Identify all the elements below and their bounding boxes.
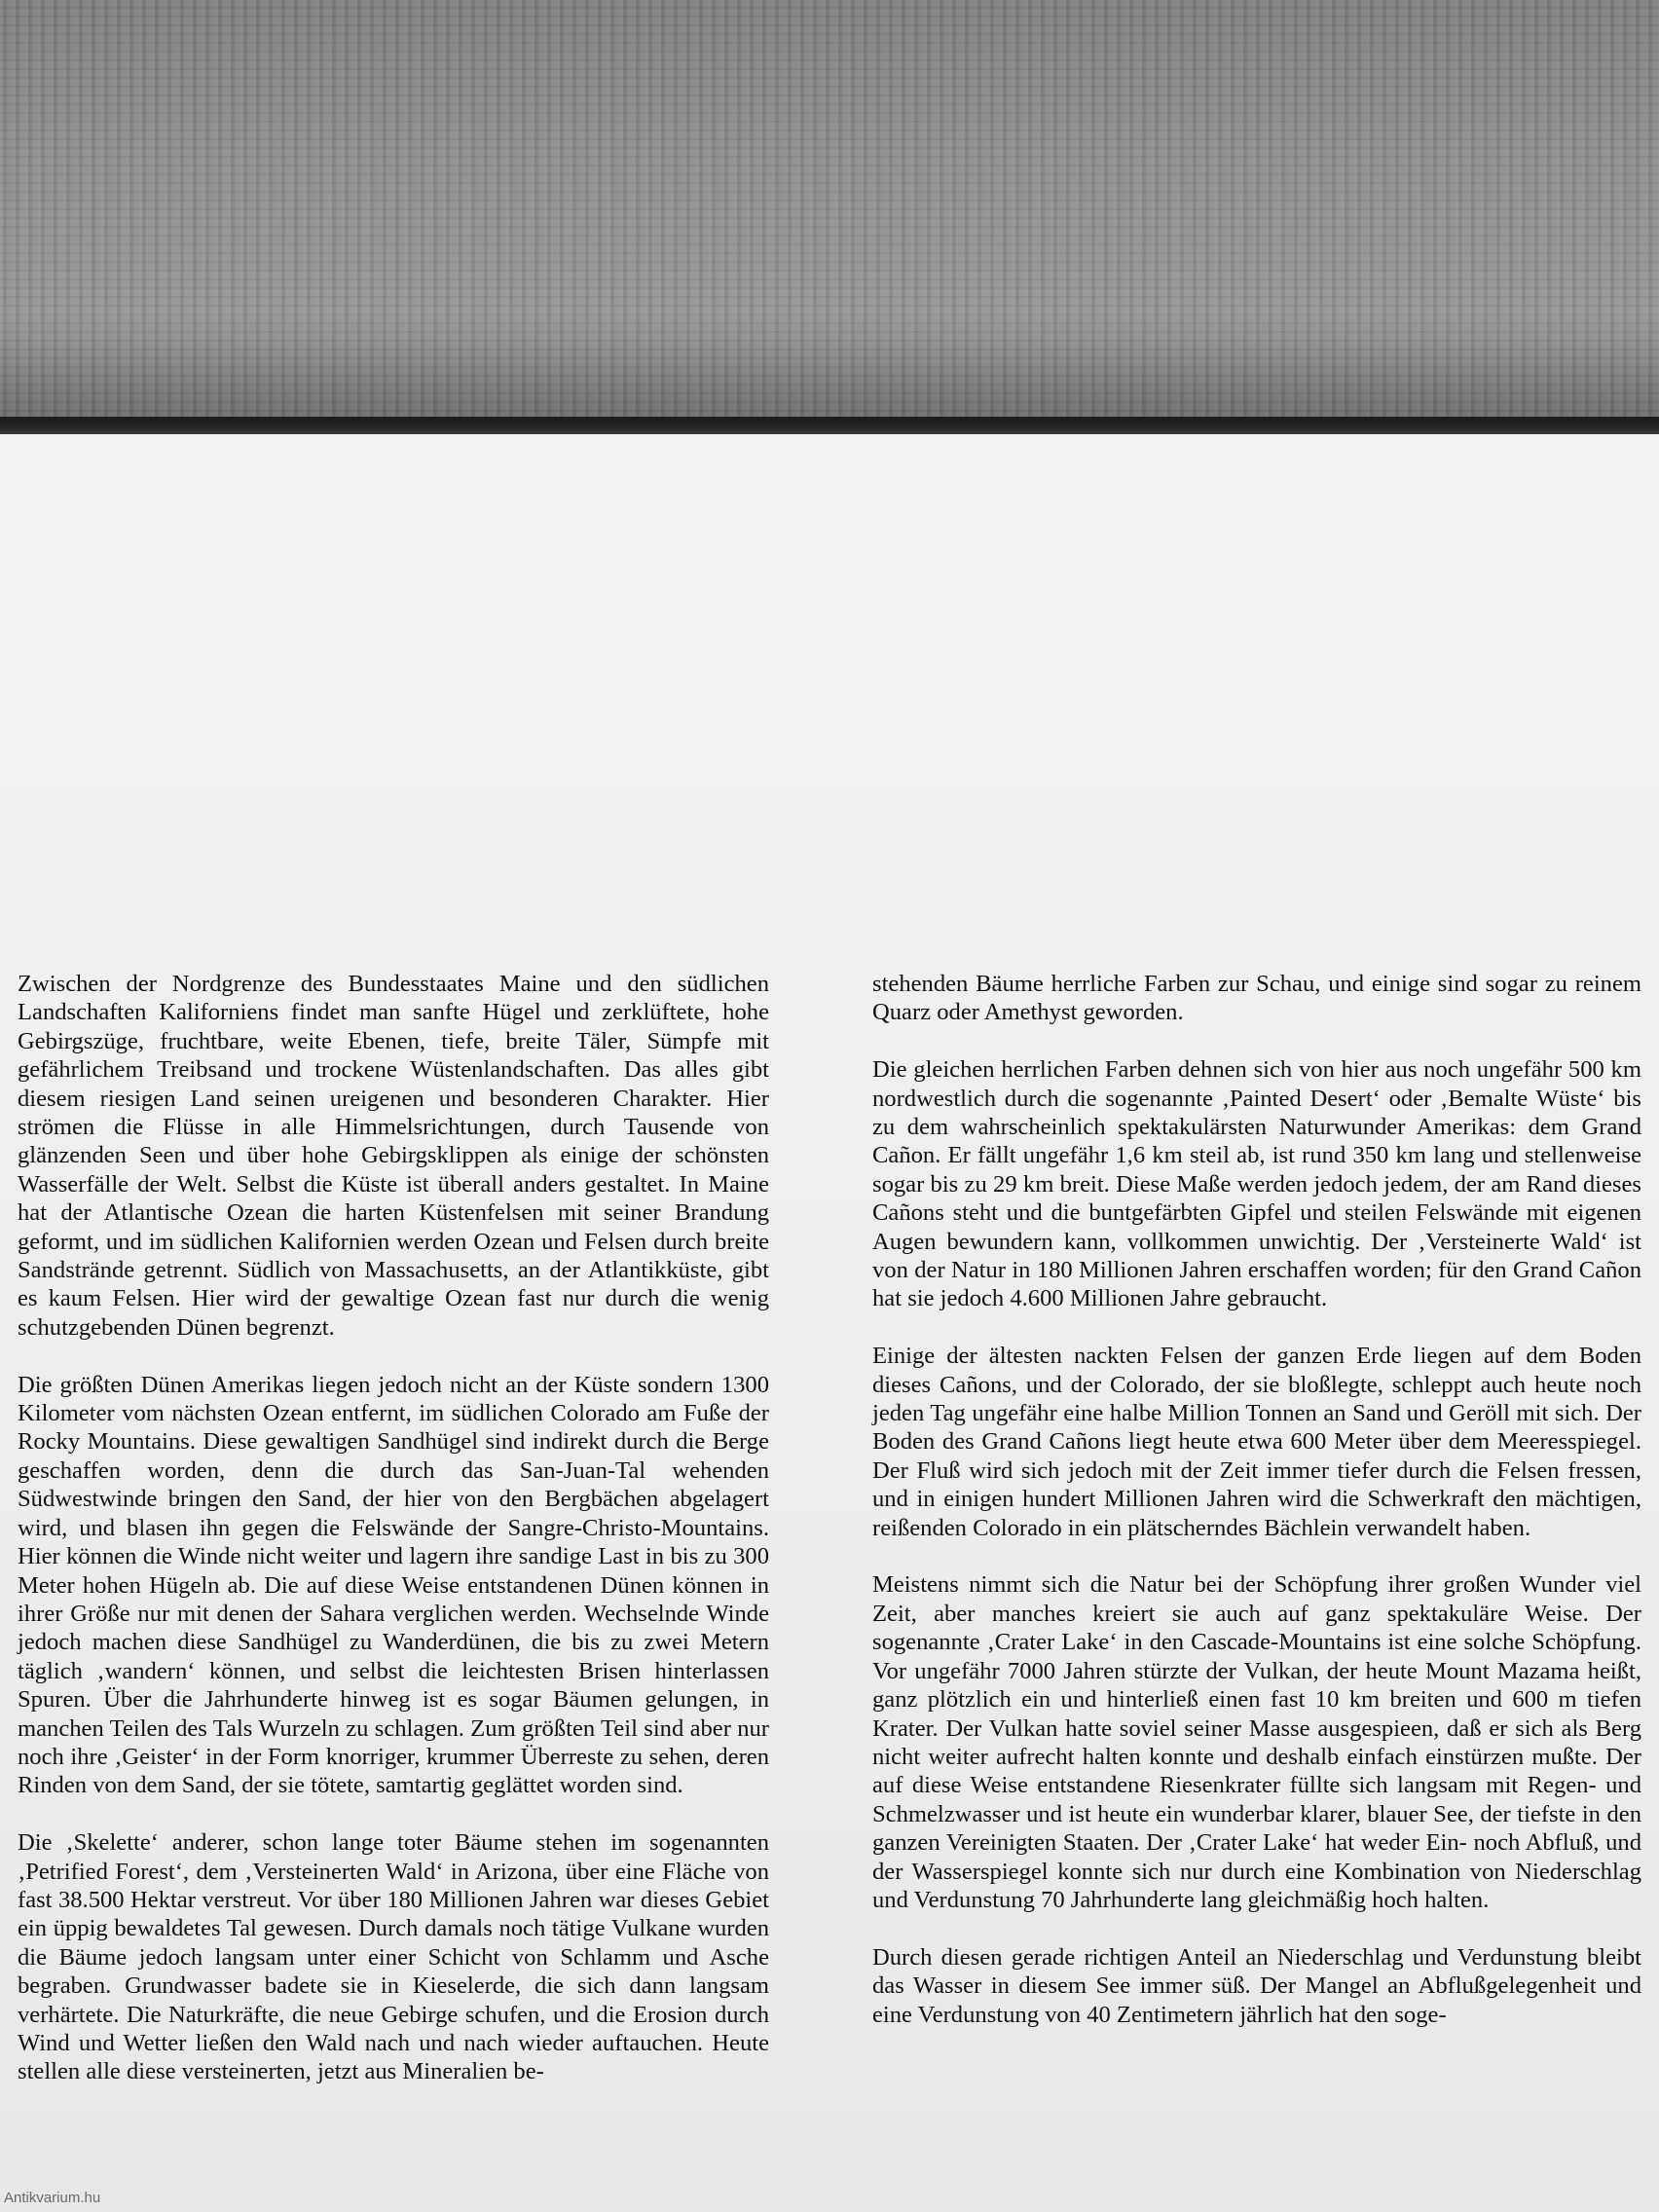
page-edge xyxy=(0,417,1659,434)
left-text-column xyxy=(18,970,769,2115)
right-text-column xyxy=(872,970,1641,2057)
wood-backdrop xyxy=(0,0,1659,421)
paragraph: Meistens nimmt sich die Natur bei der Schöpfung ihrer großen Wunder viel Zeit, aber manches kreiert sie auch auf ganz spektakuläre Weise. Der sogenannte ‚Crater Lake‘ in den Cascade-Mountains ist eine solche Schöpfung. Vor ungefähr 7000 Jahren stürzte der Vulkan, der heute Mount Mazama heißt, ganz plötzlich ein und hinterließ einen fast 10 km breiten und 600 m tiefen Krater. Der Vulkan hatte soviel seiner Masse ausgespieen, daß er sich als Berg nicht weiter aufrecht halten konnte und deshalb einfach einstürzen mußte. Der auf diese Weise entstandene Riesenkrater füllte sich langsam mit Regen- und Schmelzwasser und ist heute ein wunderbar klarer, blauer See, der tiefste in den ganzen Vereinigten Staaten. Der ‚Crater Lake‘ hat weder Ein- noch Abfluß, und der Wasserspiegel konnte sich nur durch eine Kombination von Niederschlag und Verdunstung 70 Jahrhunderte lang gleichmäßig hoch halten. xyxy=(872,1571,1641,1913)
paragraph: Durch diesen gerade richtigen Anteil an Niederschlag und Verdunstung bleibt das Wasser in diesem See immer süß. Der Mangel an Abflußgelegenheit und eine Verdunstung von 40 Zentimetern jährlich hat den soge- xyxy=(872,1943,1641,2028)
paragraph: Die gleichen herrlichen Farben dehnen sich von hier aus noch ungefähr 500 km nordwestlich durch die sogenannte ‚Painted Desert‘ oder ‚Bemalte Wüste‘ bis zu dem wahrscheinlich spektakulärsten Naturwunder Amerikas: dem Grand Cañon. Er fällt ungefähr 1,6 km steil ab, ist rund 350 km lang und stellenweise sogar bis zu 29 km breit. Diese Maße werden jedoch jedem, der am Rand dieses Cañons steht und die buntgefärbten Gipfel und steilen Felswände mit eigenen Augen bewundern kann, vollkommen unwichtig. Der ‚Versteinerte Wald‘ ist von der Natur in 180 Millionen Jahren erschaffen worden; für den Grand Cañon hat sie jedoch 4.600 Millionen Jahre gebraucht. xyxy=(872,1056,1641,1312)
paragraph: stehenden Bäume herrliche Farben zur Schau, und einige sind sogar zu reinem Quarz oder Amethyst geworden. xyxy=(872,971,1641,1026)
paragraph: Die größten Dünen Amerikas liegen jedoch nicht an der Küste sondern 1300 Kilometer vom nächsten Ozean entfernt, im südlichen Colorado am Fuße der Rocky Mountains. Diese gewaltigen Sandhügel sind indirekt durch die Berge geschaffen worden, denn die durch das San-Juan-Tal wehenden Südwestwinde bringen den Sand, der hier von den Bergbächen abgelagert wird, und blasen ihn gegen die Felswände der Sangre-Christo-Mountains. Hier können die Winde nicht weiter und lagern ihre sandige Last in bis zu 300 Meter hohen Hügeln ab. Die auf diese Weise entstandenen Dünen können in ihrer Größe nur mit denen der Sahara verglichen werden. Wechselnde Winde jedoch machen diese Sandhügel zu Wanderdünen, die bis zu zwei Metern täglich ‚wandern‘ können, und selbst die leichtesten Brisen hinterlassen Spuren. Über die Jahrhunderte hinweg ist es sogar Bäumen gelungen, in manchen Teilen des Tals Wurzeln zu schlagen. Zum größten Teil sind aber nur noch ihre ‚Geister‘ in der Form knorriger, krummer Überreste zu sehen, deren Rinden von dem Sand, der sie tötete, samtartig geglättet worden sind. xyxy=(18,1371,769,1799)
paragraph: Die ‚Skelette‘ anderer, schon lange toter Bäume stehen im sogenannten ‚Petrified Forest‘, dem ‚Versteinerten Wald‘ in Arizona, über eine Fläche von fast 38.500 Hektar verstreut. Vor über 180 Millionen Jahren war dieses Gebiet ein üppig bewaldetes Tal gewesen. Durch damals noch tätige Vulkane wurden die Bäume jedoch langsam unter einer Schicht von Schlamm und Asche begraben. Grundwasser badete sie in Kieselerde, die sich dann langsam verhärtete. Die Naturkräfte, die neue Gebirge schufen, und die Erosion durch Wind und Wetter ließen den Wald nach und nach wieder auftauchen. Heute stellen alle diese versteinerten, jetzt aus Mineralien be- xyxy=(18,1829,769,2085)
watermark: Antikvarium.hu xyxy=(4,2190,101,2206)
paragraph: Einige der ältesten nackten Felsen der ganzen Erde liegen auf dem Boden dieses Cañons, und der Colorado, der sie bloßlegte, schleppt auch heute noch jeden Tag ungefähr eine halbe Million Tonnen an Sand und Geröll mit sich. Der Boden des Grand Cañons liegt heute etwa 600 Meter über dem Meeresspiegel. Der Fluß wird sich jedoch mit der Zeit immer tiefer durch die Felsen fressen, und in einigen hundert Millionen Jahren wird die Schwerkraft den mächtigen, reißenden Colorado in ein plätscherndes Bächlein verwandelt haben. xyxy=(872,1343,1641,1541)
paragraph: Zwischen der Nordgrenze des Bundesstaates Maine und den südlichen Landschaften Kaliforniens findet man sanfte Hügel und zerklüftete, hohe Gebirgszüge, fruchtbare, weite Ebenen, tiefe, breite Täler, Sümpfe mit gefährlichem Treibsand und trockene Wüstenlandschaften. Das alles gibt diesem riesigen Land seinen ureigenen und besonderen Charakter. Hier strömen die Flüsse in alle Himmelsrichtungen, durch Tausende von glänzenden Seen und über hohe Gebirgsklippen als einige der schönsten Wasserfälle der Welt. Selbst die Küste ist überall anders gestaltet. In Maine hat der Atlantische Ozean die harten Küstenfelsen mit seiner Brandung geformt, und im südlichen Kalifornien werden Ozean und Felsen durch breite Sandstrände getrennt. Südlich von Massachusetts, an der Atlantikküste, gibt es kaum Felsen. Hier wird der gewaltige Ozean fast nur durch die wenig schutzgebenden Dünen begrenzt. xyxy=(18,971,769,1341)
